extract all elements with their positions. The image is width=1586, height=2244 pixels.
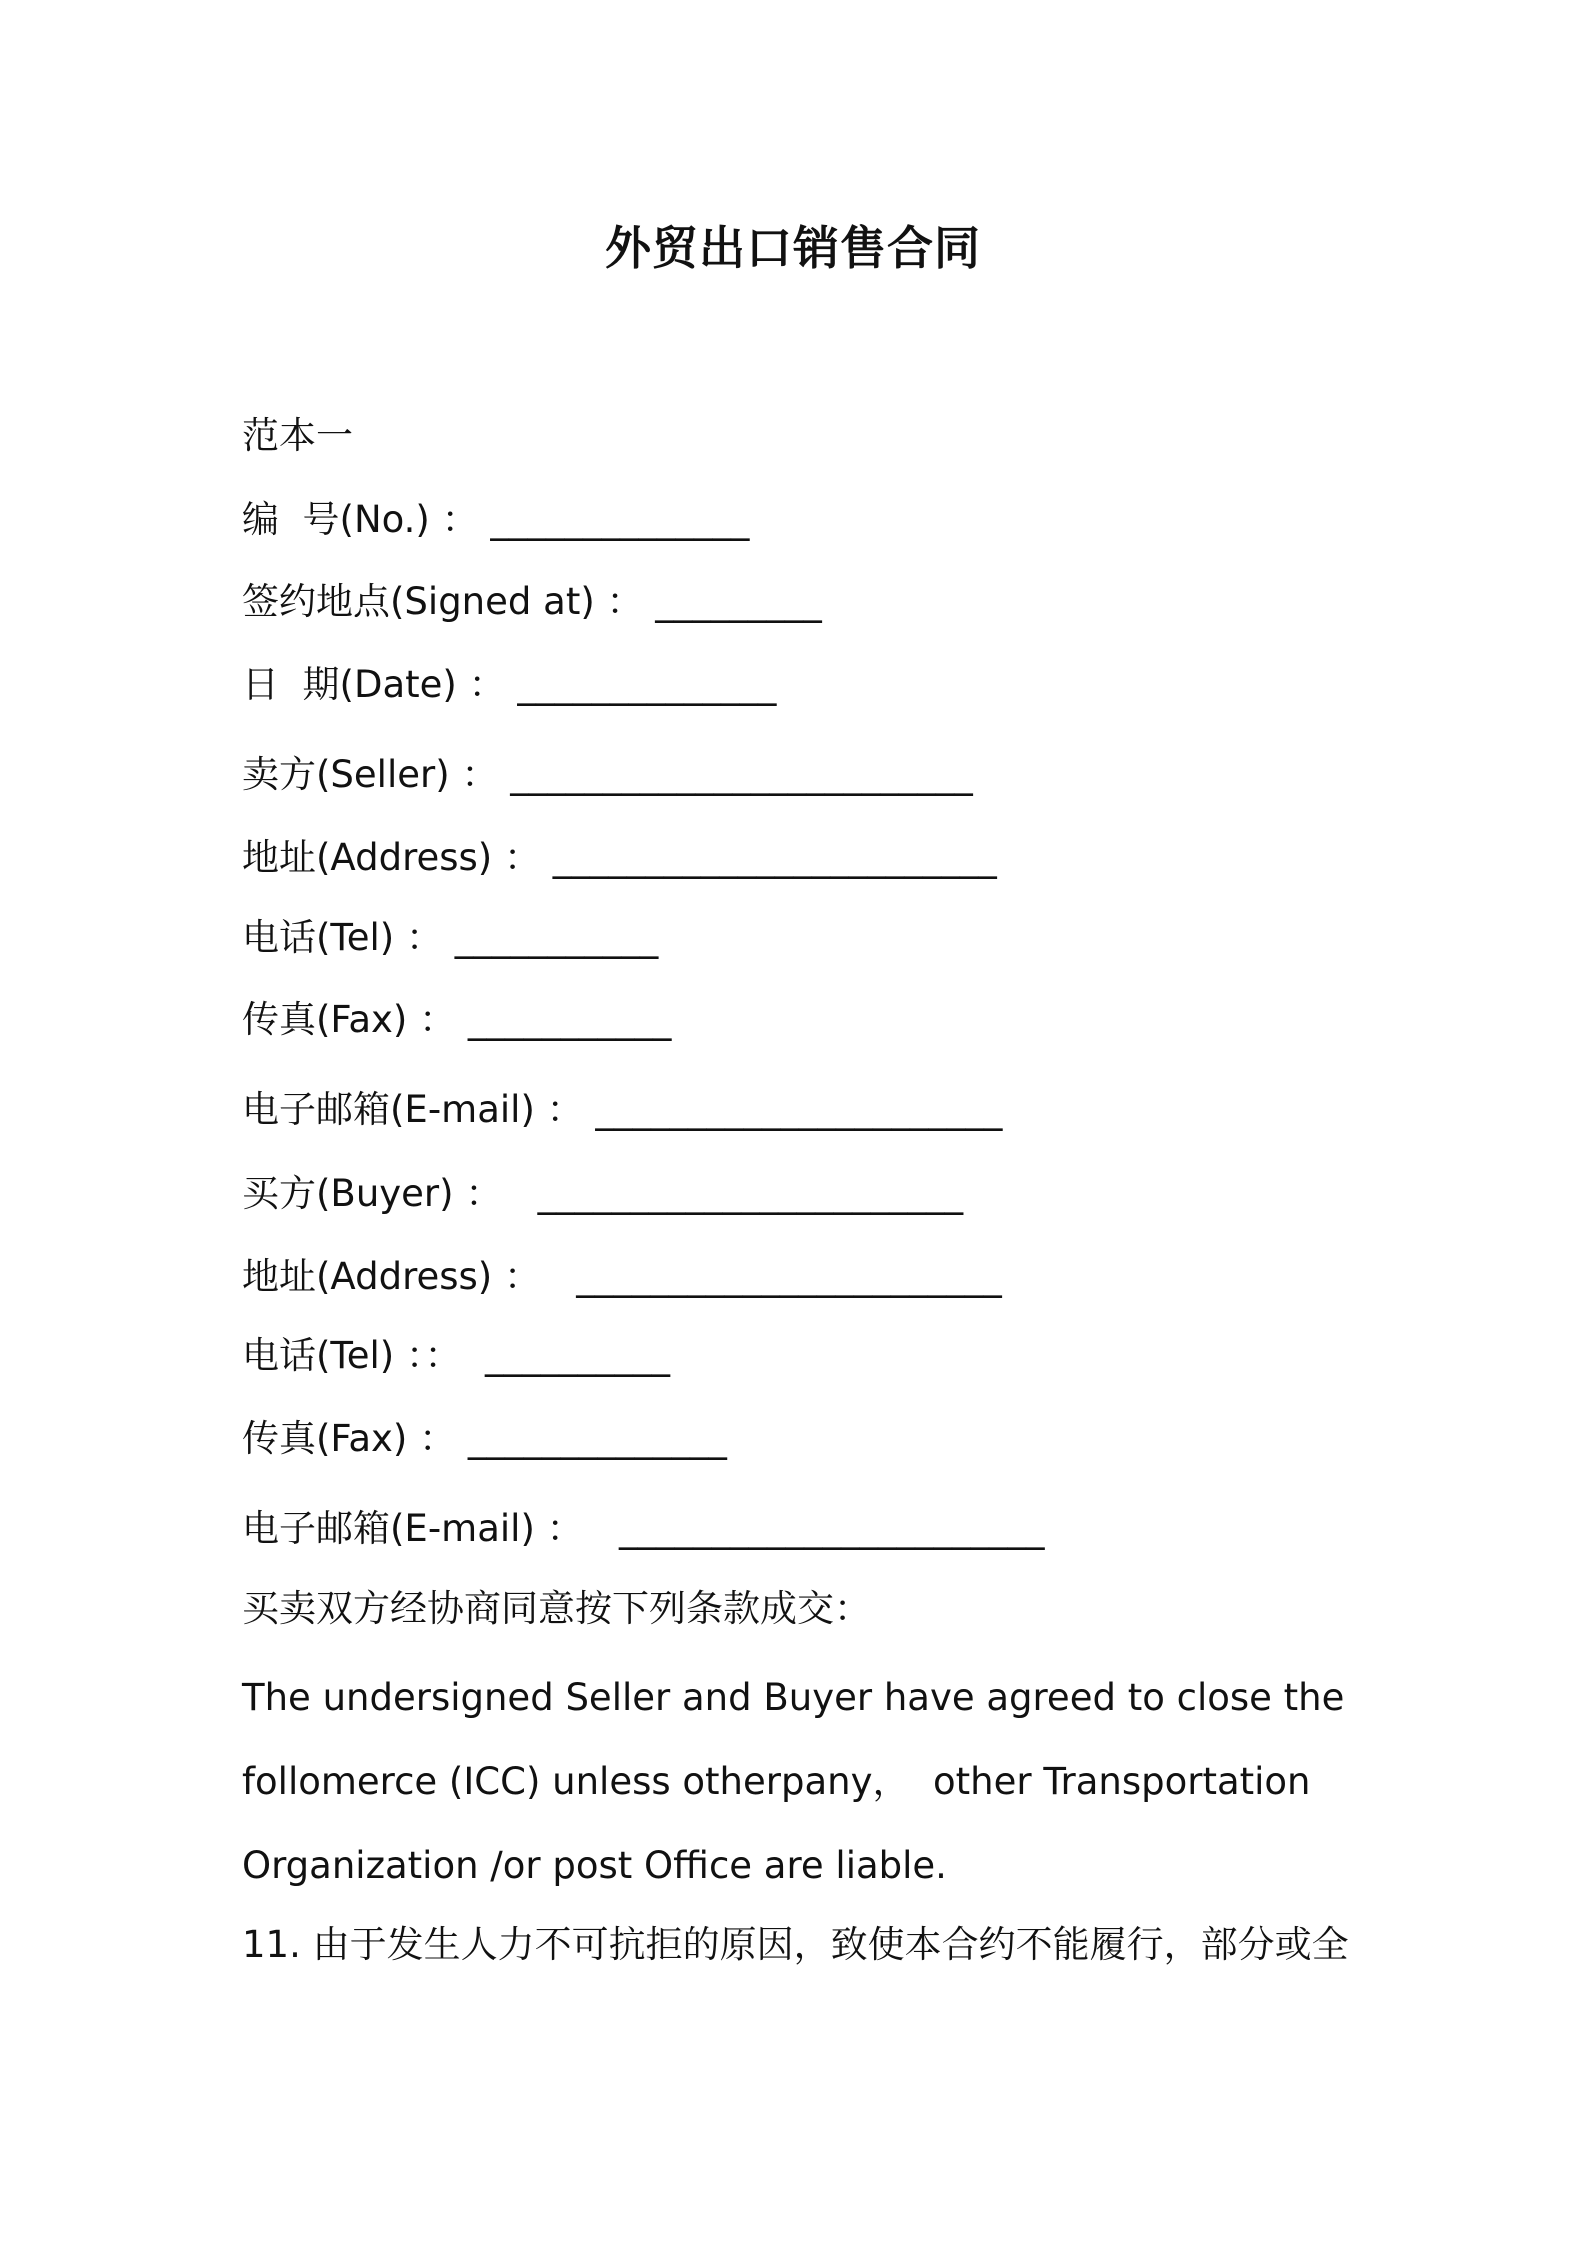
blank-line: ______________	[517, 663, 777, 706]
field-seller-fax	[242, 996, 671, 1044]
field-no	[242, 496, 749, 544]
blank-line: ______________________	[595, 1088, 1003, 1131]
agreement-cn: 买卖双方经协商同意按下列条款成交：	[242, 1587, 871, 1630]
field-seller	[242, 751, 973, 799]
field-label: 地址(Address) ：	[242, 836, 541, 879]
field-buyer-address	[242, 1253, 1002, 1301]
field-label: 卖方(Seller) ：	[242, 753, 499, 796]
field-seller-email	[242, 1086, 1002, 1134]
agreement-en-line-3: Organization /or post Office are liable.	[242, 1844, 947, 1887]
field-label: 买方(Buyer) ：	[242, 1172, 526, 1215]
field-label: 日 期(Date) ：	[242, 663, 506, 706]
field-label: 电子邮箱(E-mail) ：	[242, 1088, 584, 1131]
field-label: 电话(Tel) ：：	[242, 1334, 474, 1377]
field-label: 签约地点(Signed at) ：	[242, 580, 644, 623]
blank-line: ________________________	[552, 836, 997, 879]
blank-line: _______________________	[618, 1507, 1045, 1550]
field-date	[242, 661, 776, 709]
field-label: 传真(Fax) ：	[242, 1417, 457, 1460]
field-buyer	[242, 1170, 963, 1218]
field-seller-address	[242, 834, 997, 882]
field-buyer-tel	[242, 1332, 670, 1380]
field-label: 地址(Address) ：	[242, 1255, 565, 1298]
blank-line: ______________	[490, 498, 750, 541]
blank-line: ___________	[467, 998, 672, 1041]
blank-line: __________	[485, 1334, 671, 1377]
clause-11: 11. 由于发生人力不可抗拒的原因，致使本合约不能履行，部分或全	[242, 1923, 1349, 1966]
field-label: 传真(Fax) ：	[242, 998, 457, 1041]
blank-line: _________	[655, 580, 822, 623]
document-title: 外贸出口销售合同	[605, 221, 981, 275]
field-label: 电话(Tel) ：	[242, 916, 443, 959]
agreement-en-line-1: The undersigned Seller and Buyer have agreed to close the	[242, 1676, 1345, 1719]
template-label: 范本一	[242, 414, 353, 457]
blank-line: _______________________	[537, 1172, 964, 1215]
blank-line: ______________	[467, 1417, 727, 1460]
field-buyer-fax	[242, 1415, 727, 1463]
field-seller-tel	[242, 914, 658, 962]
blank-line: _______________________	[576, 1255, 1002, 1298]
blank-line: ___________	[454, 916, 659, 959]
field-label: 编 号(No.) ：	[242, 498, 479, 541]
agreement-en-line-2: follomerce (ICC) unless otherpany， other Transportation	[242, 1760, 1311, 1803]
blank-line: _________________________	[510, 753, 973, 796]
field-signed-at	[242, 578, 822, 626]
field-label: 电子邮箱(E-mail) ：	[242, 1507, 608, 1550]
field-buyer-email	[242, 1505, 1044, 1553]
